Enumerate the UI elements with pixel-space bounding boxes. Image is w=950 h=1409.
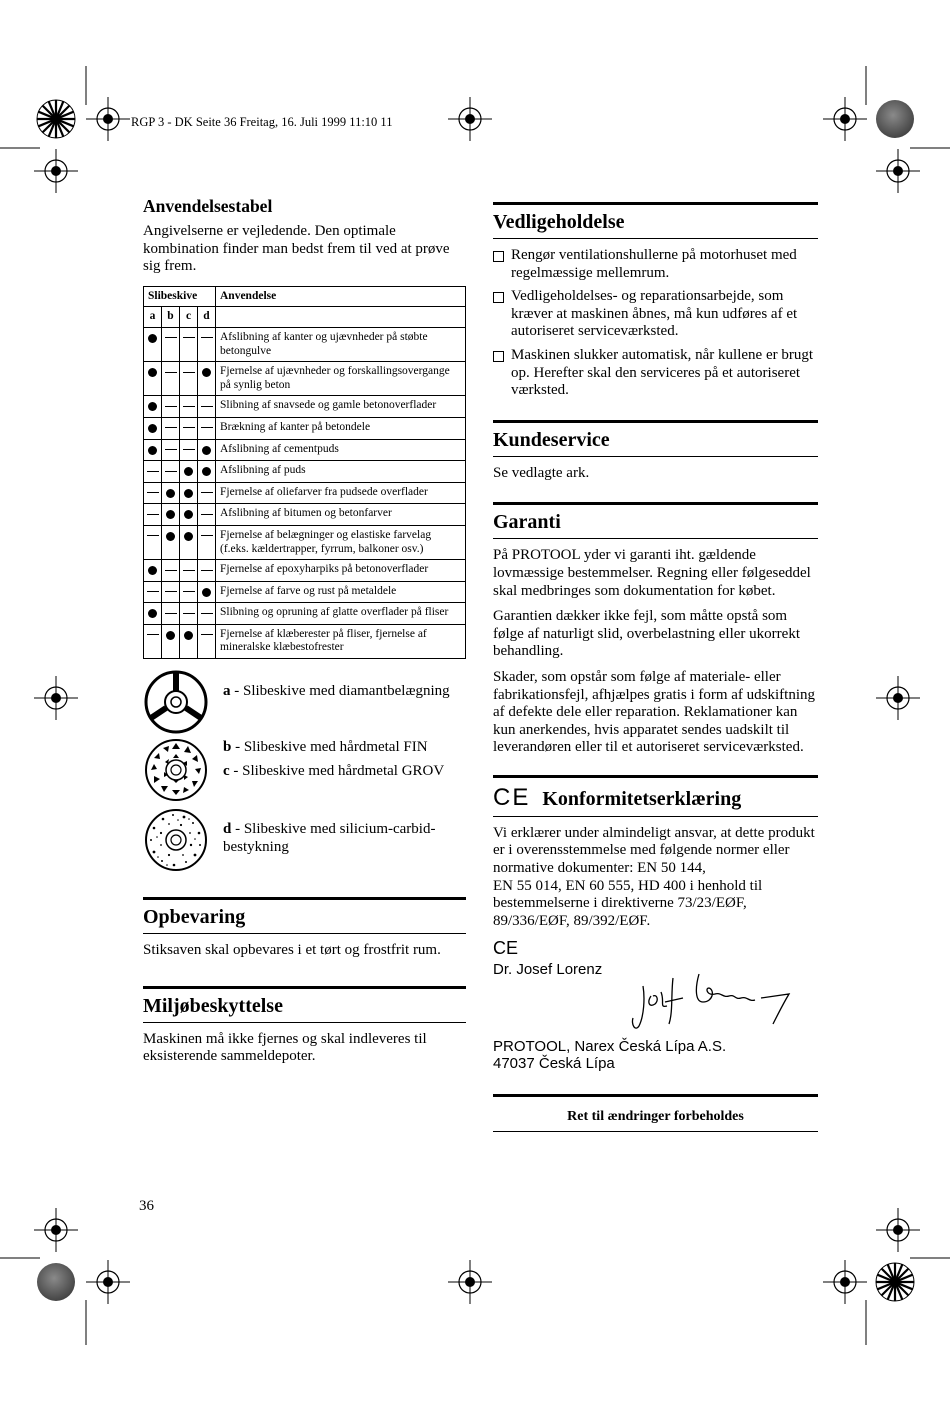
application-text: Afslibning af bitumen og betonfarver bbox=[216, 504, 466, 526]
disc-d-cell bbox=[198, 327, 216, 361]
environment-text: Maskinen må ikke fjernes og skal indleveres til eksisterende sammeldepoter. bbox=[143, 1030, 427, 1065]
signer-name: Dr. Josef Lorenz bbox=[493, 961, 603, 979]
disc-a-label bbox=[223, 683, 450, 701]
page-number: 36 bbox=[139, 1198, 154, 1214]
filled-dot-icon bbox=[184, 467, 193, 476]
environment-section bbox=[143, 986, 466, 1066]
right-column bbox=[493, 196, 818, 1132]
disc-c-text: - Slibeskive med hårdmetal GROV bbox=[229, 763, 445, 780]
disc-c-cell bbox=[180, 504, 198, 526]
disc-d-cell bbox=[198, 362, 216, 396]
application-text: Slibning og opruning af glatte overflader på fliser bbox=[216, 603, 466, 625]
conformity-text: Vi erklærer under almindeligt ansvar, at dette produkt er i overensstemmelse med følgende normer eller normative dokumenter: EN 50 144, bbox=[493, 824, 815, 877]
disc-a-cell bbox=[144, 581, 162, 603]
application-text: Fjernelse af epoxyharpiks på betonoverflader bbox=[216, 560, 466, 582]
disc-a-text: - Slibeskive med diamantbelægning bbox=[230, 683, 450, 700]
disc-a-cell bbox=[144, 362, 162, 396]
dash-icon bbox=[165, 449, 177, 450]
disc-d-cell bbox=[198, 461, 216, 483]
customer-service-section bbox=[493, 420, 818, 483]
dash-icon bbox=[165, 613, 177, 614]
filled-dot-icon bbox=[148, 566, 157, 575]
dash-icon bbox=[183, 613, 195, 614]
dash-icon bbox=[165, 591, 177, 592]
table-row bbox=[144, 439, 466, 461]
table-row bbox=[144, 581, 466, 603]
dash-icon bbox=[183, 372, 195, 373]
application-text: Fjernelse af farve og rust på metaldele bbox=[216, 581, 466, 603]
dash-icon bbox=[201, 337, 213, 338]
application-text: Afslibning af kanter og ujævnheder på støbte betongulve bbox=[216, 327, 466, 361]
disc-d-cell bbox=[198, 624, 216, 658]
table-row bbox=[144, 504, 466, 526]
carbide-disc-icon bbox=[143, 737, 209, 803]
dash-icon bbox=[201, 634, 213, 635]
left-column bbox=[143, 196, 466, 1074]
usage-intro: Angivelserne er vejledende. Den optimale kombination finder man bedst frem til ved at prøve sig frem. bbox=[143, 223, 450, 275]
dash-icon bbox=[165, 372, 177, 373]
sub-header-empty bbox=[216, 307, 466, 328]
filled-dot-icon bbox=[166, 631, 175, 640]
application-text: Afslibning af puds bbox=[216, 461, 466, 483]
print-header: RGP 3 - DK Seite 36 Freitag, 16. Juli 1999 11:10 11 bbox=[131, 115, 393, 129]
filled-dot-icon bbox=[148, 334, 157, 343]
filled-dot-icon bbox=[184, 510, 193, 519]
disc-a-cell bbox=[144, 504, 162, 526]
disc-c-cell bbox=[180, 327, 198, 361]
maintenance-item: Rengør ventilationshullerne på motorhuset med regelmæssige mellemrum. bbox=[493, 247, 818, 282]
disc-b-cell bbox=[162, 603, 180, 625]
disc-d-key: d bbox=[223, 821, 232, 838]
application-text: Fjernelse af klæberester på fliser, fjernelse af mineralske klæbestofrester bbox=[216, 624, 466, 658]
filled-dot-icon bbox=[148, 402, 157, 411]
dash-icon bbox=[165, 570, 177, 571]
dash-icon bbox=[183, 406, 195, 407]
company-line: PROTOOL, Narex Česká Lípa A.S. bbox=[493, 1038, 727, 1056]
dash-icon bbox=[165, 337, 177, 338]
filled-dot-icon bbox=[202, 446, 211, 455]
disc-b-label bbox=[223, 739, 428, 757]
dash-icon bbox=[147, 634, 159, 635]
disc-c-cell bbox=[180, 417, 198, 439]
col-disc-header: Slibeskive bbox=[144, 286, 216, 307]
application-text: Afslibning af cementpuds bbox=[216, 439, 466, 461]
disc-c-cell bbox=[180, 603, 198, 625]
disc-d-cell bbox=[198, 396, 216, 418]
usage-table bbox=[143, 286, 466, 659]
usage-table-title: Anvendelsestabel bbox=[143, 196, 273, 216]
customer-service-title: Kundeservice bbox=[493, 420, 818, 457]
disc-d-cell bbox=[198, 603, 216, 625]
dash-icon bbox=[183, 427, 195, 428]
disc-d-cell bbox=[198, 581, 216, 603]
table-row bbox=[144, 362, 466, 396]
conformity-heading bbox=[493, 775, 818, 817]
disc-c-cell bbox=[180, 581, 198, 603]
disc-a-cell bbox=[144, 624, 162, 658]
disc-b-cell bbox=[162, 461, 180, 483]
disc-a-cell bbox=[144, 525, 162, 559]
filled-dot-icon bbox=[202, 368, 211, 377]
conformity-section bbox=[493, 775, 818, 1073]
maintenance-list bbox=[493, 247, 818, 400]
disc-a-cell bbox=[144, 461, 162, 483]
disc-b-cell bbox=[162, 624, 180, 658]
table-row bbox=[144, 327, 466, 361]
disc-b-cell bbox=[162, 417, 180, 439]
col-use-header: Anvendelse bbox=[216, 286, 466, 307]
signature bbox=[629, 968, 829, 1038]
maintenance-section bbox=[493, 202, 818, 400]
filled-dot-icon bbox=[166, 532, 175, 541]
environment-title: Miljøbeskyttelse bbox=[143, 986, 466, 1023]
dash-icon bbox=[201, 514, 213, 515]
disc-c-cell bbox=[180, 461, 198, 483]
sub-header-a: a bbox=[144, 307, 162, 328]
maintenance-title: Vedligeholdelse bbox=[493, 202, 818, 239]
disc-b-text: - Slibeskive med hårdmetal FIN bbox=[231, 739, 428, 756]
disc-d-cell bbox=[198, 439, 216, 461]
sub-header-b: b bbox=[162, 307, 180, 328]
storage-title: Opbevaring bbox=[143, 897, 466, 934]
dash-icon bbox=[201, 613, 213, 614]
disc-legend bbox=[143, 669, 466, 889]
ce-mark-small: CE bbox=[493, 938, 519, 959]
disc-d-cell bbox=[198, 525, 216, 559]
dash-icon bbox=[147, 471, 159, 472]
disc-d-cell bbox=[198, 417, 216, 439]
disc-a-cell bbox=[144, 396, 162, 418]
dash-icon bbox=[147, 535, 159, 536]
dash-icon bbox=[147, 492, 159, 493]
disc-b-cell bbox=[162, 439, 180, 461]
warranty-title: Garanti bbox=[493, 502, 818, 539]
dash-icon bbox=[183, 337, 195, 338]
changes-reserved-note: Ret til ændringer forbeholdes bbox=[493, 1094, 818, 1132]
disc-a-cell bbox=[144, 327, 162, 361]
customer-service-text: Se vedlagte ark. bbox=[493, 464, 590, 481]
disc-c-cell bbox=[180, 439, 198, 461]
filled-dot-icon bbox=[184, 489, 193, 498]
disc-c-key: c bbox=[223, 763, 230, 780]
disc-b-cell bbox=[162, 327, 180, 361]
dash-icon bbox=[201, 406, 213, 407]
disc-d-cell bbox=[198, 560, 216, 582]
warranty-paragraph: Skader, som opstår som følge af materiale- eller fabrikationsfejl, afhjælpes gratis i form af udskiftning af defekte dele eller reparation. Reklamationer kan kun anerkendes, hvis apparatet sendes uadskilt til leverandøren eller til et autoriseret serviceværksted. bbox=[493, 668, 816, 756]
dash-icon bbox=[165, 471, 177, 472]
filled-dot-icon bbox=[148, 609, 157, 618]
disc-b-cell bbox=[162, 525, 180, 559]
disc-c-cell bbox=[180, 396, 198, 418]
disc-c-cell bbox=[180, 362, 198, 396]
conformity-text: EN 55 014, EN 60 555, HD 400 i henhold til bestemmelserne i direktiverne 73/23/EØF, 89/336/EØF, 89/392/EØF. bbox=[493, 877, 763, 929]
dash-icon bbox=[201, 535, 213, 536]
table-row bbox=[144, 461, 466, 483]
disc-a-cell bbox=[144, 560, 162, 582]
dash-icon bbox=[147, 591, 159, 592]
disc-a-key: a bbox=[223, 683, 231, 700]
application-text: Brækning af kanter på betondele bbox=[216, 417, 466, 439]
maintenance-item: Vedligeholdelses- og reparationsarbejde, som kræver at maskinen åbnes, må kun udføres af et autoriseret serviceværksted. bbox=[493, 288, 818, 341]
dash-icon bbox=[201, 427, 213, 428]
disc-c-cell bbox=[180, 525, 198, 559]
warranty-section bbox=[493, 502, 818, 757]
diamond-disc-icon bbox=[143, 669, 209, 735]
dash-icon bbox=[201, 570, 213, 571]
sub-header-d: d bbox=[198, 307, 216, 328]
sub-header-c: c bbox=[180, 307, 198, 328]
application-text: Fjernelse af ujævnheder og forskallingsovergange på synlig beton bbox=[216, 362, 466, 396]
application-text: Fjernelse af oliefarver fra pudsede overflader bbox=[216, 482, 466, 504]
warranty-paragraph: Garantien dækker ikke fejl, som måtte opstå som følge af naturligt slid, overbelastning eller ukorrekt behandling. bbox=[493, 608, 800, 660]
filled-dot-icon bbox=[148, 446, 157, 455]
filled-dot-icon bbox=[202, 588, 211, 597]
table-row bbox=[144, 603, 466, 625]
maintenance-item: Maskinen slukker automatisk, når kullene er brugt op. Herefter skal den serviceres på et autoriseret værksted. bbox=[493, 347, 818, 400]
filled-dot-icon bbox=[148, 368, 157, 377]
table-row bbox=[144, 560, 466, 582]
dash-icon bbox=[183, 570, 195, 571]
filled-dot-icon bbox=[166, 510, 175, 519]
disc-b-cell bbox=[162, 504, 180, 526]
filled-dot-icon bbox=[184, 631, 193, 640]
warranty-paragraph: På PROTOOL yder vi garanti iht. gældende lovmæssige bestemmelser. Regning eller følgeseddel skal medbringes som dokumentation for købet. bbox=[493, 547, 811, 599]
company-line: 47037 Česká Lípa bbox=[493, 1055, 615, 1073]
conformity-title: Konformitetserklæring bbox=[542, 787, 742, 810]
application-text: Slibning af snavsede og gamle betonoverflader bbox=[216, 396, 466, 418]
disc-c-label bbox=[223, 763, 444, 781]
silicon-carbide-disc-icon bbox=[143, 807, 209, 873]
table-row bbox=[144, 482, 466, 504]
disc-c-cell bbox=[180, 560, 198, 582]
disc-a-cell bbox=[144, 439, 162, 461]
disc-b-cell bbox=[162, 560, 180, 582]
dash-icon bbox=[201, 492, 213, 493]
disc-c-cell bbox=[180, 482, 198, 504]
dash-icon bbox=[165, 427, 177, 428]
filled-dot-icon bbox=[148, 424, 157, 433]
dash-icon bbox=[183, 591, 195, 592]
filled-dot-icon bbox=[202, 467, 211, 476]
disc-d-label bbox=[223, 821, 468, 856]
disc-b-cell bbox=[162, 581, 180, 603]
disc-c-cell bbox=[180, 624, 198, 658]
disc-a-cell bbox=[144, 417, 162, 439]
table-row bbox=[144, 396, 466, 418]
disc-b-key: b bbox=[223, 739, 232, 756]
application-text: Fjernelse af belægninger og elastiske farvelag (f.eks. kældertrapper, fyrrum, balkoner osv.) bbox=[216, 525, 466, 559]
disc-d-text: - Slibeskive med silicium-carbid-bestykning bbox=[223, 821, 436, 855]
disc-b-cell bbox=[162, 482, 180, 504]
disc-d-cell bbox=[198, 482, 216, 504]
ce-mark: CE bbox=[493, 783, 531, 811]
disc-b-cell bbox=[162, 396, 180, 418]
filled-dot-icon bbox=[166, 489, 175, 498]
disc-a-cell bbox=[144, 482, 162, 504]
dash-icon bbox=[147, 514, 159, 515]
usage-table-body bbox=[144, 327, 466, 658]
table-row bbox=[144, 417, 466, 439]
dash-icon bbox=[165, 406, 177, 407]
table-row bbox=[144, 624, 466, 658]
filled-dot-icon bbox=[184, 532, 193, 541]
disc-a-cell bbox=[144, 603, 162, 625]
table-row bbox=[144, 525, 466, 559]
storage-text: Stiksaven skal opbevares i et tørt og frostfrit rum. bbox=[143, 942, 441, 959]
dash-icon bbox=[183, 449, 195, 450]
disc-d-cell bbox=[198, 504, 216, 526]
disc-b-cell bbox=[162, 362, 180, 396]
storage-section bbox=[143, 897, 466, 960]
